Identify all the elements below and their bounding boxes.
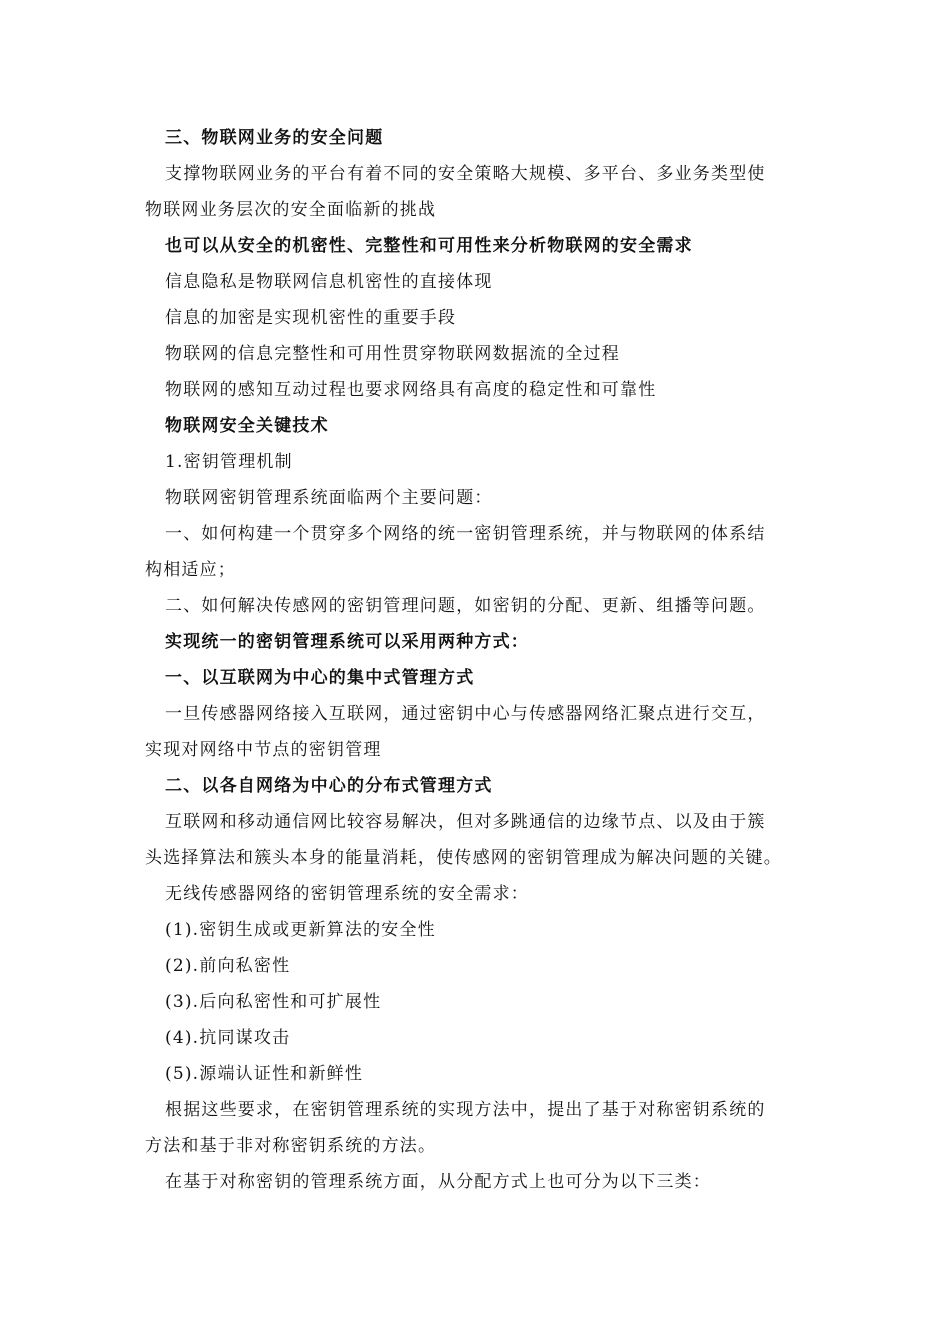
paragraph	[145, 696, 810, 768]
paragraph-line: 在基于对称密钥的管理系统方面，从分配方式上也可分为以下三类：	[165, 1172, 711, 1192]
paragraph-line: 支撑物联网业务的平台有着不同的安全策略大规模、多平台、多业务类型使	[165, 164, 766, 184]
paragraph-line: 方法和基于非对称密钥系统的方法。	[145, 1136, 437, 1156]
section-heading: 二、以各自网络为中心的分布式管理方式	[165, 776, 493, 796]
paragraph-line: 一、如何构建一个贯穿多个网络的统一密钥管理系统，并与物联网的体系结	[165, 524, 766, 544]
paragraph-line: 物联网密钥管理系统面临两个主要问题：	[165, 488, 493, 508]
paragraph	[145, 516, 810, 588]
paragraph-line: 1.密钥管理机制	[165, 452, 293, 472]
paragraph-line: 无线传感器网络的密钥管理系统的安全需求：	[165, 884, 529, 904]
paragraph-line: 构相适应；	[145, 560, 236, 580]
paragraph-line: 互联网和移动通信网比较容易解决，但对多跳通信的边缘节点、以及由于簇	[165, 812, 766, 832]
list-item: (2).前向私密性	[165, 956, 291, 976]
paragraph-line: 物联网的信息完整性和可用性贯穿物联网数据流的全过程	[165, 344, 620, 364]
paragraph-line: 物联网业务层次的安全面临新的挑战	[145, 200, 437, 220]
list-item: (3).后向私密性和可扩展性	[165, 992, 382, 1012]
list-item: (4).抗同谋攻击	[165, 1028, 291, 1048]
document-body	[145, 120, 810, 1200]
section-heading: 三、物联网业务的安全问题	[165, 128, 384, 148]
paragraph	[145, 804, 810, 876]
paragraph-line: 一旦传感器网络接入互联网，通过密钥中心与传感器网络汇聚点进行交互，	[165, 704, 766, 724]
paragraph-line: 头选择算法和簇头本身的能量消耗，使传感网的密钥管理成为解决问题的关键。	[145, 848, 782, 868]
list-item: (5).源端认证性和新鲜性	[165, 1064, 364, 1084]
section-heading: 实现统一的密钥管理系统可以采用两种方式：	[165, 632, 529, 652]
paragraph	[145, 156, 810, 228]
paragraph-line: 物联网的感知互动过程也要求网络具有高度的稳定性和可靠性	[165, 380, 657, 400]
paragraph-line: 实现对网络中节点的密钥管理	[145, 740, 382, 760]
paragraph-line: 信息隐私是物联网信息机密性的直接体现	[165, 272, 493, 292]
section-heading: 一、以互联网为中心的集中式管理方式	[165, 668, 475, 688]
section-heading: 物联网安全关键技术	[165, 416, 329, 436]
paragraph	[145, 1092, 810, 1164]
section-heading: 也可以从安全的机密性、完整性和可用性来分析物联网的安全需求	[165, 236, 693, 256]
paragraph-line: 根据这些要求，在密钥管理系统的实现方法中，提出了基于对称密钥系统的	[165, 1100, 766, 1120]
paragraph-line: 信息的加密是实现机密性的重要手段	[165, 308, 457, 328]
list-item: (1).密钥生成或更新算法的安全性	[165, 920, 436, 940]
paragraph-line: 二、如何解决传感网的密钥管理问题，如密钥的分配、更新、组播等问题。	[165, 596, 766, 616]
